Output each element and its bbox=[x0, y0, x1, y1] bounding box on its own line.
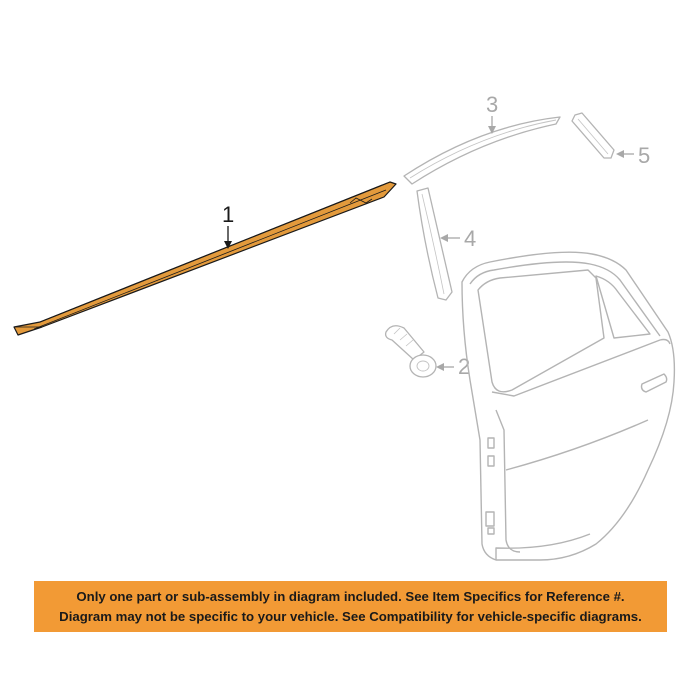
pillar-garnish-part-4[interactable] bbox=[417, 188, 452, 300]
callout-5-label: 5 bbox=[638, 143, 651, 168]
callout-5-arrowhead bbox=[616, 150, 624, 158]
window-rear-glass bbox=[478, 270, 604, 392]
door-latch bbox=[486, 512, 494, 526]
door-handle bbox=[642, 374, 667, 392]
belt-molding-inner-lip bbox=[34, 190, 386, 329]
disclaimer-line-2: Diagram may not be specific to your vehicle. See Compatibility for vehicle-specific diagrams. bbox=[59, 609, 642, 624]
callout-4[interactable] bbox=[440, 226, 476, 251]
corner-trim-inner-edge bbox=[578, 119, 608, 154]
disclaimer-line-1: Only one part or sub-assembly in diagram included. See Item Specifics for Reference #. bbox=[76, 589, 625, 604]
door-lower-edge bbox=[496, 534, 590, 560]
door-hinge-middle bbox=[488, 456, 494, 466]
callout-4-arrowhead bbox=[440, 234, 448, 242]
pillar-garnish-shape bbox=[417, 188, 452, 300]
belt-molding-strip bbox=[14, 182, 396, 335]
belt-molding-part-1[interactable] bbox=[14, 182, 396, 335]
callout-2-label: 2 bbox=[458, 354, 471, 379]
callout-2[interactable] bbox=[436, 354, 470, 379]
corner-trim-part-5[interactable] bbox=[572, 113, 614, 158]
callout-1-label: 1 bbox=[222, 202, 235, 227]
window-frame-outer bbox=[470, 262, 660, 336]
clip-shank bbox=[386, 326, 424, 360]
disclaimer-banner bbox=[34, 581, 667, 632]
frame-molding-part-3[interactable] bbox=[404, 117, 560, 184]
callout-3[interactable] bbox=[486, 92, 498, 134]
door-latch-pin bbox=[488, 528, 494, 534]
door-belt-line bbox=[492, 340, 670, 397]
callout-2-arrowhead bbox=[436, 363, 444, 371]
door-hinge-upper bbox=[488, 438, 494, 448]
clip-head bbox=[410, 355, 436, 377]
frame-molding-shape bbox=[404, 117, 560, 184]
callout-1[interactable] bbox=[222, 202, 234, 249]
door-shut-line bbox=[496, 410, 520, 552]
belt-molding-top-edge bbox=[40, 182, 390, 322]
callout-4-label: 4 bbox=[464, 226, 477, 251]
door-crease-line bbox=[506, 420, 648, 470]
callout-3-label: 3 bbox=[486, 92, 499, 117]
rear-door-assembly bbox=[462, 252, 674, 560]
clip-fastener-part-2[interactable] bbox=[386, 326, 436, 377]
callout-5[interactable] bbox=[616, 143, 650, 168]
